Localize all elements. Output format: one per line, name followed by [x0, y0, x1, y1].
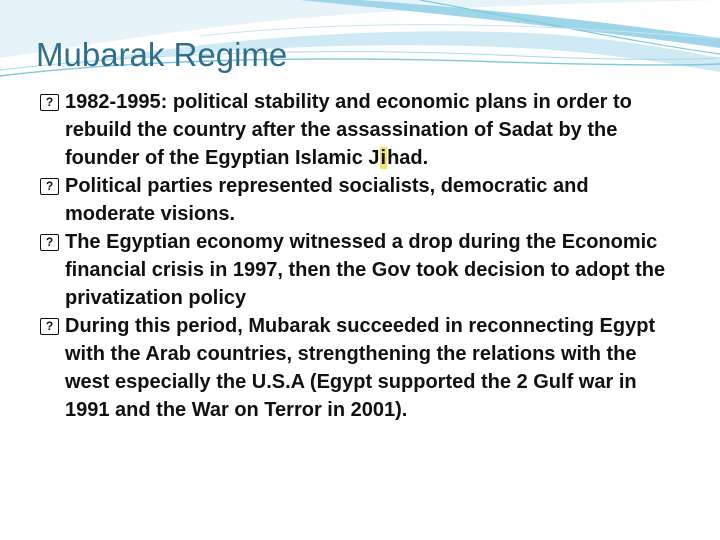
- bullet-list: [40, 88, 676, 424]
- bullet-text: The Egyptian economy witnessed a drop during the Economic financial crisis in 1997, then the Gov took decision to adopt the privatization policy: [65, 231, 666, 309]
- missing-glyph-box-icon: ?: [40, 94, 59, 111]
- slide-title: Mubarak Regime: [36, 36, 288, 73]
- highlighted-text: i: [380, 147, 387, 169]
- bullet-item: [40, 312, 676, 424]
- bullet-text-continuation: had.: [387, 147, 429, 169]
- bullet-text: During this period, Mubarak succeeded in reconnecting Egypt with the Arab countries, strengthening the relations with the west especially the U.S.A (Egypt supported the 2 Gulf war in 1991 and the War on Terror in 2001).: [65, 315, 656, 421]
- missing-glyph-box-icon: ?: [40, 318, 59, 335]
- bullet-item: [40, 228, 676, 312]
- bullet-item: [40, 88, 676, 172]
- bullet-item: [40, 172, 676, 228]
- bullet-text: Political parties represented socialists, democratic and moderate visions.: [65, 175, 589, 225]
- bullet-text: 1982-1995: political stability and economic plans in order to rebuild the country after the assassination of Sadat by the founder of the Egyptian Islamic J: [65, 91, 632, 169]
- missing-glyph-box-icon: ?: [40, 178, 59, 195]
- missing-glyph-box-icon: ?: [40, 234, 59, 251]
